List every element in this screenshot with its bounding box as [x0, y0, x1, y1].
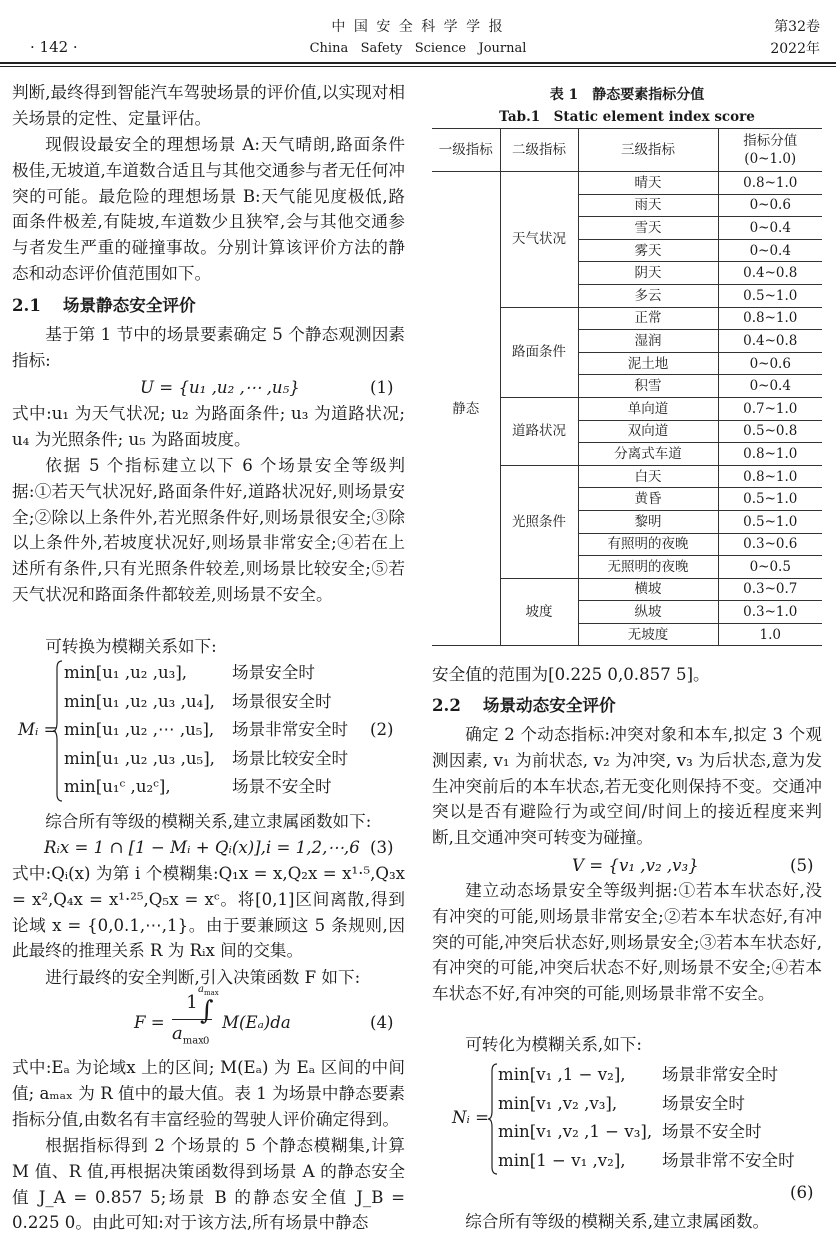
- header-rule-thick: [0, 62, 836, 64]
- score-cell: 0.8~1.0: [718, 443, 822, 466]
- case-condition: 场景不安全时: [232, 777, 332, 796]
- level3-cell: 积雪: [578, 375, 718, 398]
- score-cell: 0.3~1.0: [718, 601, 822, 624]
- paragraph: 可转换为模糊关系如下:: [45, 637, 217, 656]
- equation-number: (5): [790, 856, 814, 875]
- paragraph: 基于第 1 节中的场景要素确定 5 个静态观测因素指标:: [12, 325, 405, 370]
- case-condition: 场景非常安全时: [662, 1065, 779, 1084]
- score-cell: 0.8~1.0: [718, 172, 822, 195]
- case-expression: min[v₁ ,1 − v₂],: [498, 1065, 626, 1084]
- score-cell: 0.5~1.0: [718, 488, 822, 511]
- case-expression: min[v₁ ,v₂ ,v₃],: [498, 1093, 618, 1113]
- case-expression: min[1 − v₁ ,v₂],: [498, 1150, 626, 1170]
- level3-cell: 雾天: [578, 239, 718, 262]
- level2-cell: 光照条件: [500, 465, 578, 578]
- level2-cell: 路面条件: [500, 307, 578, 397]
- year: 2022年: [770, 41, 820, 57]
- level3-cell: 有照明的夜晚: [578, 533, 718, 556]
- equation-number: (3): [370, 838, 394, 857]
- left-brace-icon: [52, 660, 64, 802]
- score-cell: 0.3~0.7: [718, 578, 822, 601]
- score-cell: 0~0.6: [718, 352, 822, 375]
- score-cell: 0~0.4: [718, 375, 822, 398]
- score-cell: 0.5~1.0: [718, 510, 822, 533]
- score-cell: 0.4~0.8: [718, 330, 822, 353]
- case-expression: min[u₁ᶜ ,u₂ᶜ],: [64, 777, 171, 796]
- table-row: [432, 172, 822, 195]
- case-condition: 场景非常不安全时: [662, 1150, 795, 1170]
- paragraph: 根据指标得到 2 个场景的 5 个静态模糊集,计算 M 值、R 值,再根据决策函数得到场景 A 的静态安全值 J_A = 0.857 5;场景 B 的静态安全值 J_B = 0.225 0。由此可知:对于该方法,所有场景中静态: [12, 1136, 405, 1233]
- table-caption-cn: 表 1 静态要素指标分值: [549, 87, 705, 103]
- integrand: M(Eₐ)da: [222, 1013, 291, 1032]
- section-title: 场景动态安全评价: [482, 695, 616, 715]
- score-cell: 0~0.4: [718, 217, 822, 240]
- section-title: 场景静态安全评价: [62, 295, 196, 315]
- equation-3: Rᵢx = 1 ∩ [1 − Mᵢ + Qᵢ(x)],i = 1,2,⋯,6: [44, 838, 360, 857]
- section-heading-2-2: [432, 692, 616, 718]
- paragraph: 式中:u₁ 为天气状况; u₂ 为路面条件; u₃ 为道路状况; u₄ 为光照条件; u₅ 为路面坡度。: [12, 404, 405, 449]
- table-body: [432, 172, 822, 646]
- level3-cell: 无坡度: [578, 623, 718, 646]
- integral-sign-icon: ∫: [200, 996, 214, 1026]
- den-var: a: [172, 1023, 183, 1044]
- column-header: [718, 129, 822, 172]
- volume: 第32卷: [774, 19, 820, 35]
- score-cell: 0~0.5: [718, 556, 822, 579]
- fraction-denominator: [172, 1023, 204, 1047]
- level2-cell: 坡度: [500, 578, 578, 646]
- paragraph: 进行最终的安全判断,引入决策函数 F 如下:: [45, 968, 361, 987]
- score-cell: 0~0.4: [718, 239, 822, 262]
- case-expression: min[v₁ ,v₂ ,1 − v₃],: [498, 1122, 653, 1141]
- case-condition: 场景比较安全时: [232, 748, 349, 768]
- case-condition: 场景非常安全时: [232, 720, 349, 739]
- column-header: 一级指标: [432, 129, 500, 172]
- case-condition: 场景不安全时: [662, 1122, 762, 1141]
- journal-title-cn: 中 国 安 全 科 学 学 报: [331, 19, 505, 35]
- level1-cell: 静态: [432, 172, 500, 646]
- paragraph: 式中:Eₐ 为论域x 上的区间; M(Eₐ) 为 Eₐ 区间的中间值; aₘₐₓ 为 R 值中的最大值。表 1 为场景中静态要素指标分值,由数名有丰富经验的驾驶人评价确定得到。: [12, 1058, 405, 1129]
- level3-cell: 双向道: [578, 420, 718, 443]
- column-header: 三级指标: [578, 129, 718, 172]
- case-condition: 场景安全时: [662, 1093, 745, 1113]
- equation-2-lhs: Mᵢ =: [18, 720, 58, 739]
- table-caption-en: Tab.1 Static element index score: [499, 109, 755, 125]
- score-cell: 0.5~1.0: [718, 284, 822, 307]
- section-heading-2-1: [12, 292, 196, 318]
- case-expression: min[u₁ ,u₂ ,⋯ ,u₅],: [64, 720, 215, 739]
- equation-5: V = {v₁ ,v₂ ,v₃}: [572, 856, 699, 875]
- paragraph: 式中:Qᵢ(x) 为第 i 个模糊集:Q₁x = x,Q₂x = x¹·⁵,Q₃x = x²,Q₄x = x¹·²⁵,Q₅x = xᶜ。将[0,1]区间离散,得到论域 x = {0,0.1,⋯,1}。由于要兼顾这 5 条规则,因此最终的推理关系 R 为 Rᵢx 间的交集。: [12, 864, 405, 961]
- score-cell: 0.5~0.8: [718, 420, 822, 443]
- section-number: 2.2: [432, 695, 461, 715]
- den-sub: max: [182, 1035, 204, 1047]
- column-header: 二级指标: [500, 129, 578, 172]
- level3-cell: 雪天: [578, 217, 718, 240]
- column-header-range: (0~1.0): [744, 151, 797, 167]
- case-expression: min[u₁ ,u₂ ,u₃ ,u₄],: [64, 691, 215, 711]
- score-cell: 0.8~1.0: [718, 465, 822, 488]
- level3-cell: 雨天: [578, 194, 718, 217]
- table-header-row: [432, 129, 822, 172]
- equation-1: U = {u₁ ,u₂ ,⋯ ,u₅}: [140, 378, 300, 397]
- paragraph: 建立动态场景安全等级判据:①若本车状态好,没有冲突的可能,则场景非常安全;②若本车状态好,有冲突的可能,冲突后状态好,则场景安全;③若本车状态好,有冲突的可能,冲突后状态不好,则场景不安全;④若本车状态不好,有冲突的可能,则场景非常不安全。: [432, 881, 822, 1004]
- paragraph: 确定 2 个动态指标:冲突对象和本车,拟定 3 个观测因素, v₁ 为前状态, v₂ 为冲突, v₃ 为后状态,意为发生冲突前后的本车状态,若无变化则保持不变。交通冲突以是否有避险行为或空间/时间上的接近程度来判断,且交通冲突可转变为碰撞。: [432, 725, 822, 848]
- score-cell: 0.7~1.0: [718, 397, 822, 420]
- level3-cell: 单向道: [578, 397, 718, 420]
- paragraph: 安全值的范围为[0.225 0,0.857 5]。: [432, 665, 710, 684]
- page-number: · 142 ·: [30, 38, 78, 56]
- case-expression: min[u₁ ,u₂ ,u₃],: [64, 663, 188, 682]
- level2-cell: 天气状况: [500, 172, 578, 308]
- level3-cell: 黄昏: [578, 488, 718, 511]
- level3-cell: 黎明: [578, 510, 718, 533]
- level3-cell: 白天: [578, 465, 718, 488]
- score-cell: 0.4~0.8: [718, 262, 822, 285]
- upper-var: a: [198, 984, 204, 995]
- case-expression: min[u₁ ,u₂ ,u₃ ,u₅],: [64, 748, 215, 768]
- paragraph: 综合所有等级的模糊关系,建立隶属函数如下:: [45, 812, 372, 831]
- score-cell: 0.3~0.6: [718, 533, 822, 556]
- journal-title-en: China Safety Science Journal: [309, 41, 527, 56]
- integral-lower-limit: 0: [203, 1036, 210, 1047]
- upper-sub: max: [203, 989, 219, 997]
- level3-cell: 泥土地: [578, 352, 718, 375]
- static-element-table: [432, 128, 822, 646]
- section-number: 2.1: [12, 295, 41, 315]
- paragraph: 现假设最安全的理想场景 A:天气晴朗,路面条件极佳,无坡道,车道数合适且与其他交通参与者无任何冲突的可能。最危险的理想场景 B:天气能见度极低,路面条件极差,有陡坡,车道数少且狭窄,会与其他交通参与者发生严重的碰撞事故。分别计算该评价方法的静态和动态评价值范围如下。: [12, 135, 405, 283]
- score-cell: 0~0.6: [718, 194, 822, 217]
- level2-cell: 道路状况: [500, 397, 578, 465]
- equation-number: (1): [370, 378, 394, 397]
- score-cell: 0.8~1.0: [718, 307, 822, 330]
- level3-cell: 晴天: [578, 172, 718, 195]
- fraction-numerator: 1: [186, 992, 198, 1013]
- level3-cell: 多云: [578, 284, 718, 307]
- equation-number: (6): [790, 1183, 814, 1202]
- level3-cell: 纵坡: [578, 601, 718, 624]
- level3-cell: 横坡: [578, 578, 718, 601]
- equation-number: (4): [370, 1013, 394, 1032]
- level3-cell: 湿润: [578, 330, 718, 353]
- equation-4-lhs: F =: [134, 1013, 165, 1032]
- score-cell: 1.0: [718, 623, 822, 646]
- paragraph: 可转化为模糊关系,如下:: [465, 1035, 642, 1054]
- paragraph: 综合所有等级的模糊关系,建立隶属函数。: [465, 1212, 770, 1231]
- equation-6-lhs: Nᵢ =: [452, 1108, 490, 1127]
- header-rule-thin: [0, 66, 836, 67]
- paragraph: 判断,最终得到智能汽车驾驶场景的评价值,以实现对相关场景的定性、定量评估。: [12, 83, 405, 128]
- column-header-line: 指标分值: [743, 133, 798, 149]
- paragraph: 依据 5 个指标建立以下 6 个场景安全等级判据:①若天气状况好,路面条件好,道路状况好,则场景安全;②除以上条件外,若光照条件好,则场景很安全;③除以上条件外,若坡度状况好,则场景非常安全;④若在上述所有条件,只有光照条件较差,则场景比较安全;⑤若天气状况和路面条件都较差,则场景不安全。: [12, 456, 405, 604]
- level3-cell: 无照明的夜晚: [578, 556, 718, 579]
- level3-cell: 分离式车道: [578, 443, 718, 466]
- equation-number: (2): [370, 720, 394, 739]
- level3-cell: 阴天: [578, 262, 718, 285]
- case-condition: 场景很安全时: [232, 691, 332, 711]
- case-condition: 场景安全时: [232, 663, 315, 682]
- level3-cell: 正常: [578, 307, 718, 330]
